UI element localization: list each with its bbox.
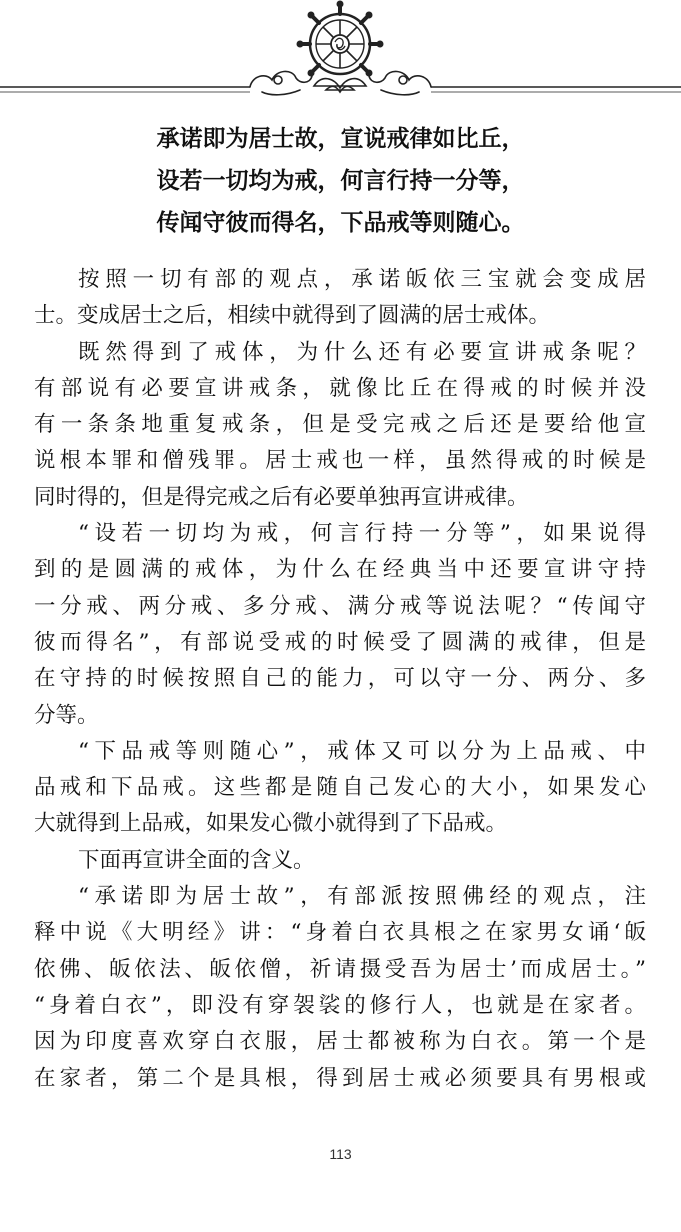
verse-line: 设若一切均为戒，何言行持一分等，: [156, 168, 525, 194]
text-line: 说根本罪和僧残罪。居士戒也一样，虽然得戒的时候是: [34, 448, 646, 474]
paragraph: [34, 516, 646, 734]
text-line: “设若一切均为戒，何言行持一分等”，如果说得: [78, 521, 646, 547]
verse-block: [0, 118, 681, 244]
text-line: 既然得到了戒体，为什么还有必要宣讲戒条呢？: [78, 339, 646, 365]
verse-line: 传闻守彼而得名，下品戒等则随心。: [156, 210, 525, 236]
text-line: “下品戒等则随心”，戒体又可以分为上品戒、中: [78, 738, 646, 764]
paragraph: [34, 262, 646, 335]
text-line: “身着白衣”，即没有穿袈裟的修行人，也就是在家者。: [34, 992, 646, 1018]
paragraph: [34, 734, 646, 843]
text-line: 在家者，第二个是具根，得到居士戒必须要具有男根或: [34, 1065, 646, 1091]
text-line: 一分戒、两分戒、多分戒、满分戒等说法呢？“传闻守: [34, 593, 646, 619]
text-line: 彼而得名”，有部说受戒的时候受了圆满的戒律，但是: [34, 629, 646, 655]
text-line: 有部说有必要宣讲戒条，就像比丘在得戒的时候并没: [34, 375, 646, 401]
text-line: 下面再宣讲全面的含义。: [78, 847, 315, 873]
text-line: 分等。: [34, 702, 99, 728]
text-line: 释中说《大明经》讲：“身着白衣具根之在家男女诵‘皈: [34, 920, 646, 946]
text-line: 品戒和下品戒。这些都是随自己发心的大小，如果发心: [34, 775, 646, 801]
text-line: 按照一切有部的观点，承诺皈依三宝就会变成居: [78, 267, 646, 292]
text-line: 依佛、皈依法、皈依僧，祈请摄受吾为居士’而成居士。”: [34, 956, 646, 982]
text-line: 到的是圆满的戒体，为什么在经典当中还要宣讲守持: [34, 557, 646, 583]
text-line: 有一条条地重复戒条，但是受完戒之后还是要给他宣: [34, 412, 646, 438]
page-number: 113: [329, 1146, 352, 1162]
text-line: 因为印度喜欢穿白衣服，居士都被称为白衣。第一个是: [34, 1029, 646, 1055]
page-header-ornament: [0, 0, 681, 105]
paragraph: [34, 879, 646, 1097]
text-line: 在守持的时候按照自己的能力，可以守一分、两分、多: [34, 666, 646, 692]
text-line: 士。变成居士之后，相续中就得到了圆满的居士戒体。: [34, 303, 551, 329]
text-line: 同时得的，但是得完戒之后有必要单独再宣讲戒律。: [34, 484, 529, 510]
dharma-wheel-icon: [0, 0, 681, 105]
text-line: “承诺即为居士故”，有部派按照佛经的观点，注: [78, 884, 646, 910]
paragraph: [34, 843, 646, 879]
text-line: 大就得到上品戒，如果发心微小就得到了下品戒。: [34, 811, 508, 837]
commentary-text: [34, 262, 646, 1097]
paragraph: [34, 335, 646, 516]
verse-line: 承诺即为居士故，宣说戒律如比丘，: [156, 126, 525, 152]
